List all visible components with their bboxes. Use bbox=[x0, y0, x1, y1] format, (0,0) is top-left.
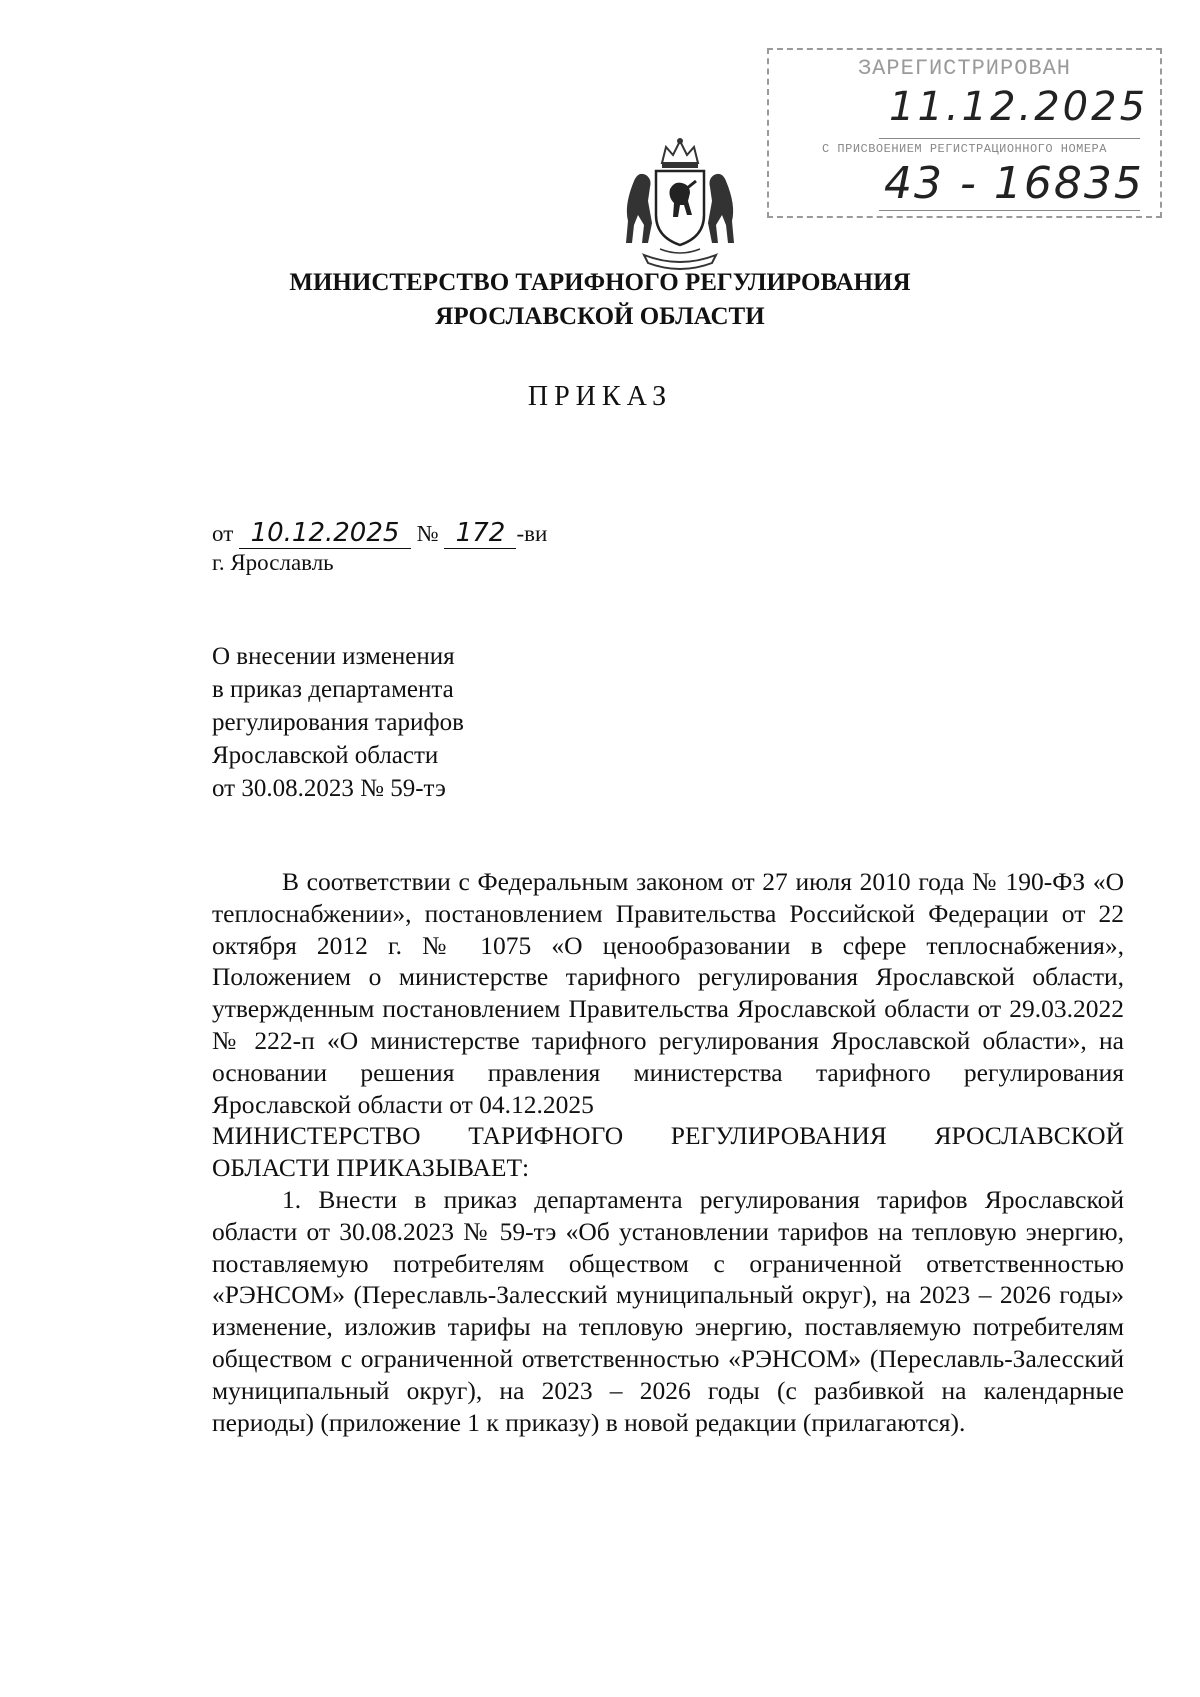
subject-line: Ярославской области bbox=[212, 742, 439, 769]
stamp-header: ЗАРЕГИСТРИРОВАН bbox=[857, 56, 1072, 81]
stamp-divider bbox=[879, 210, 1140, 211]
org-name-line2: ЯРОСЛАВСКОЙ ОБЛАСТИ bbox=[435, 303, 765, 330]
order-date-number-line bbox=[212, 518, 547, 549]
org-name-line1: МИНИСТЕРСТВО ТАРИФНОГО РЕГУЛИРОВАНИЯ bbox=[289, 269, 911, 296]
stamp-number: 43 - 16835 bbox=[884, 158, 1144, 209]
subject-line: регулирования тарифов bbox=[212, 709, 464, 736]
order-number: 172 bbox=[444, 518, 516, 549]
order-number-suffix: -ви bbox=[516, 521, 548, 546]
document-type: ПРИКАЗ bbox=[527, 381, 673, 412]
order-subject bbox=[212, 640, 464, 805]
item-1-paragraph: 1. Внести в приказ департамента регулирования тарифов Ярославской области от 30.08.2023 № 59-тэ «Об установлении тарифов на тепловую энергию, поставляемую потребителям обществом с ограниченной ответственностью «РЭНСОМ» (Переславль-Залесский муниципальный округ), на 2023 – 2026 годы» изменение, изложив тарифы на тепловую энергию, поставляемую потребителям обществом с ограниченной ответственностью «РЭНСОМ» (Переславль-Залесский муниципальный округ), на 2023 – 2026 годы (с разбивкой на календарные периоды) (приложение 1 к приказу) в новой редакции (прилагаются). bbox=[212, 1184, 1124, 1437]
number-label: № bbox=[416, 521, 439, 546]
registration-stamp bbox=[767, 48, 1162, 218]
subject-line: О внесении изменения bbox=[212, 643, 455, 670]
order-body bbox=[212, 866, 1124, 1438]
coat-of-arms-emblem bbox=[620, 133, 740, 273]
preamble-paragraph: В соответствии с Федеральным законом от 27 июля 2010 года № 190-ФЗ «О теплоснабжении», постановлением Правительства Российской Федерации от 22 октября 2012 г. № 1075 «О ценообразовании в сфере теплоснабжения», Положением о министерстве тарифного регулирования Ярославской области, утвержденным постановлением Правительства Ярославской области от 29.03.2022 № 222-п «О министерстве тарифного регулирования Ярославской области», на основании решения правления министерства тарифного регулирования Ярославской области от 04.12.2025 bbox=[212, 867, 1124, 1119]
subject-line: в приказ департамента bbox=[212, 676, 454, 703]
from-label: от bbox=[212, 521, 234, 546]
stamp-divider bbox=[879, 138, 1140, 139]
stamp-caption: С ПРИСВОЕНИЕМ РЕГИСТРАЦИОННОГО НОМЕРА bbox=[822, 142, 1107, 156]
city: г. Ярославль bbox=[212, 550, 334, 575]
order-date: 10.12.2025 bbox=[239, 518, 411, 549]
decree-paragraph: МИНИСТЕРСТВО ТАРИФНОГО РЕГУЛИРОВАНИЯ ЯРОСЛАВСКОЙ ОБЛАСТИ ПРИКАЗЫВАЕТ: bbox=[212, 1121, 1124, 1183]
stamp-date: 11.12.2025 bbox=[889, 84, 1149, 130]
subject-line: от 30.08.2023 № 59-тэ bbox=[212, 775, 446, 802]
